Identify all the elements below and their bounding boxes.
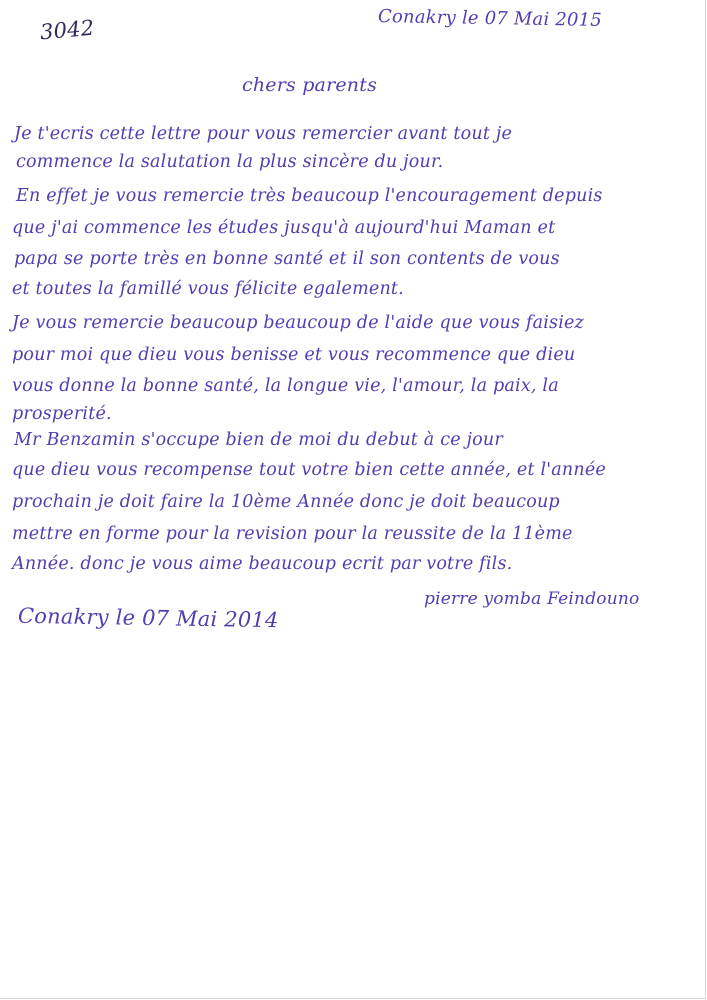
body-line: que j'ai commence les études jusqu'à aujourd'hui Maman et: [12, 218, 556, 238]
body-line: En effet je vous remercie très beaucoup l'encouragement depuis: [16, 186, 603, 206]
body-line: Je t'ecris cette lettre pour vous remercier avant tout je: [14, 124, 513, 144]
body-line: que dieu vous recompense tout votre bien cette année, et l'année: [12, 460, 606, 480]
letter-greeting: chers parents: [242, 74, 378, 96]
body-line: pour moi que dieu vous benisse et vous recommence que dieu: [12, 345, 576, 365]
body-line: prosperité.: [12, 404, 112, 424]
body-line: Je vous remercie beaucoup beaucoup de l'aide que vous faisiez: [12, 313, 584, 333]
body-line: papa se porte très en bonne santé et il son contents de vous: [14, 249, 560, 269]
reference-number: 3042: [39, 15, 96, 45]
signature-name: pierre yomba Feindouno: [424, 589, 640, 609]
letter-date-bottom: Conakry le 07 Mai 2014: [17, 603, 279, 633]
body-line: Mr Benzamin s'occupe bien de moi du debut à ce jour: [14, 430, 503, 450]
letter-date-top: Conakry le 07 Mai 2015: [377, 6, 603, 31]
body-line: commence la salutation la plus sincère du jour.: [16, 152, 444, 172]
body-line: mettre en forme pour la revision pour la reussite de la 11ème: [12, 524, 573, 544]
body-line: et toutes la famillé vous félicite egalement.: [12, 279, 404, 299]
body-line: prochain je doit faire la 10ème Année donc je doit beaucoup: [12, 492, 560, 512]
body-line: Année. donc je vous aime beaucoup ecrit par votre fils.: [12, 554, 513, 574]
body-line: vous donne la bonne santé, la longue vie, l'amour, la paix, la: [12, 376, 559, 396]
